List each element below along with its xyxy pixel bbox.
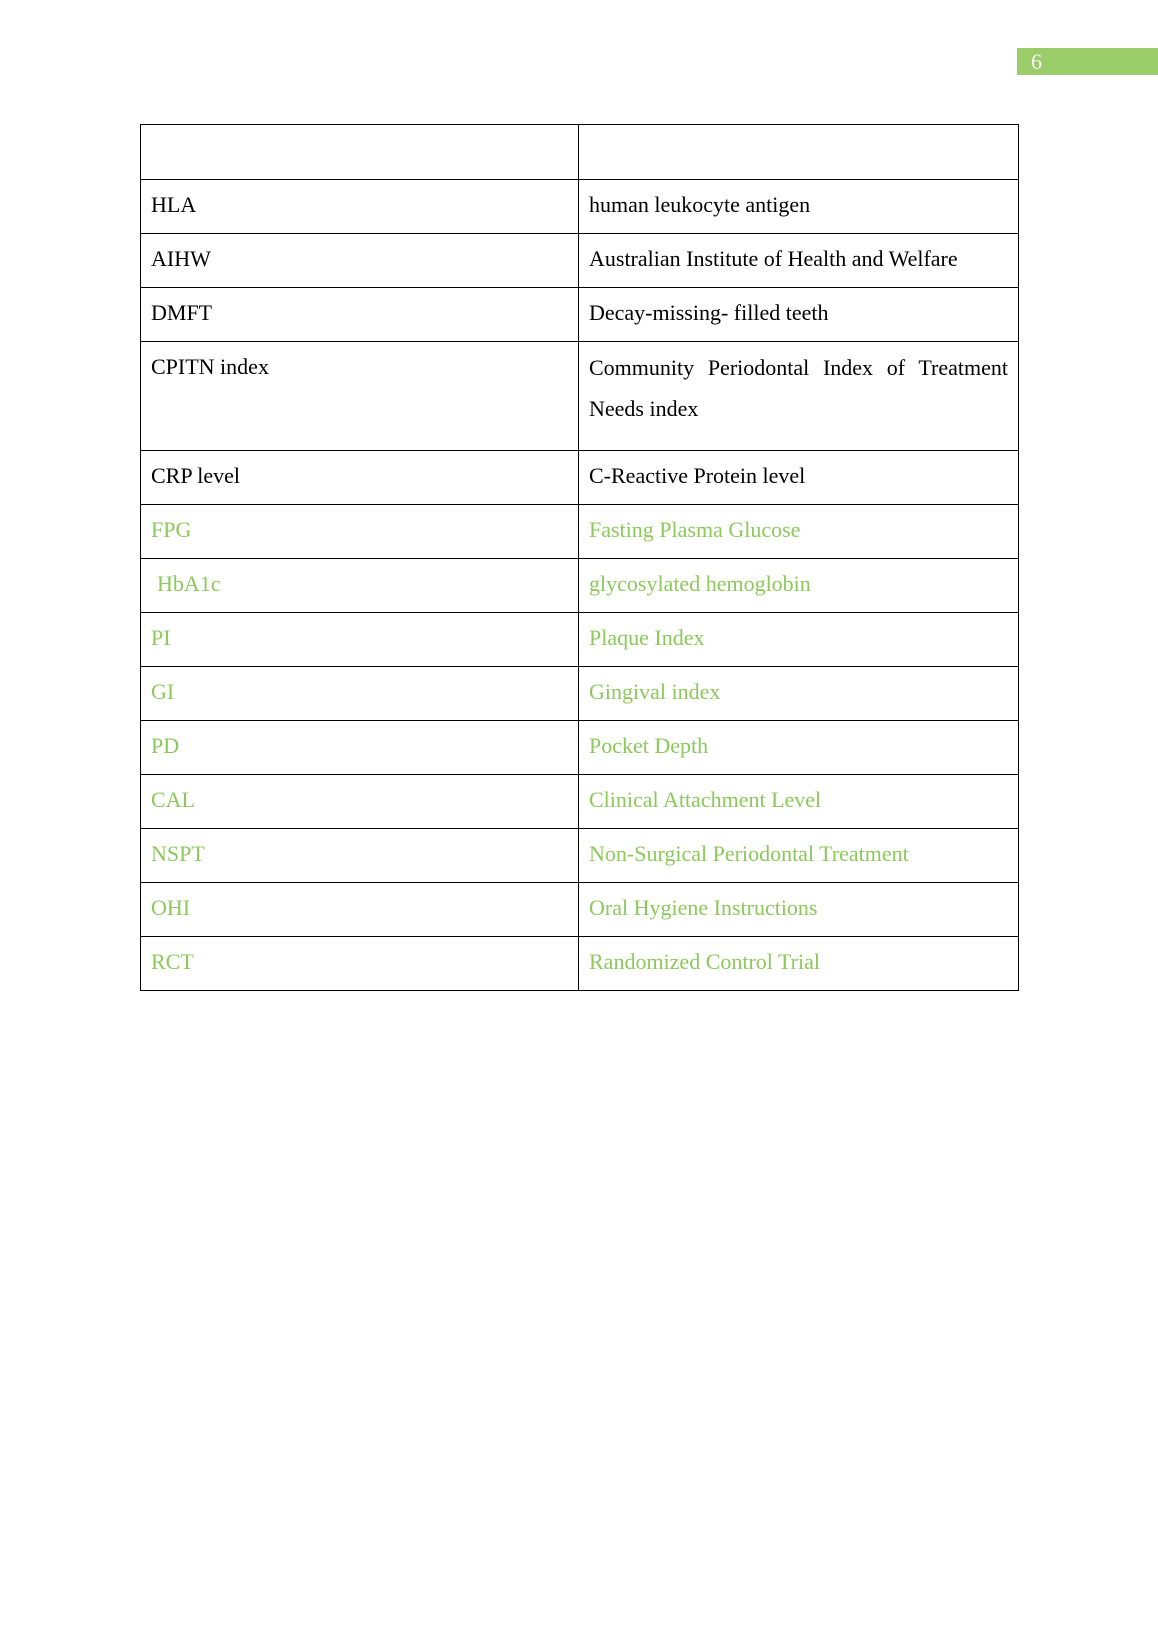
- table-row: [141, 721, 1019, 775]
- definition-cell: Non-Surgical Periodontal Treatment: [579, 829, 1019, 883]
- table-row: [141, 775, 1019, 829]
- abbreviation-cell: CAL: [141, 775, 579, 829]
- table-row: [141, 451, 1019, 505]
- table-row: [141, 234, 1019, 288]
- table-row: [141, 559, 1019, 613]
- definition-cell: Plaque Index: [579, 613, 1019, 667]
- definition-cell: glycosylated hemoglobin: [579, 559, 1019, 613]
- definition-cell: human leukocyte antigen: [579, 180, 1019, 234]
- table-row: [141, 505, 1019, 559]
- definition-cell: Decay-missing- filled teeth: [579, 288, 1019, 342]
- abbreviation-cell: CRP level: [141, 451, 579, 505]
- table-row: [141, 667, 1019, 721]
- table-row: [141, 125, 1019, 180]
- abbreviations-table: [140, 124, 1019, 991]
- page-number-bar: [1017, 48, 1158, 75]
- definition-cell: Gingival index: [579, 667, 1019, 721]
- table-row: [141, 288, 1019, 342]
- abbreviation-cell: AIHW: [141, 234, 579, 288]
- table-row: [141, 883, 1019, 937]
- abbreviation-cell: NSPT: [141, 829, 579, 883]
- table-row: [141, 342, 1019, 451]
- table-row: [141, 613, 1019, 667]
- abbreviation-cell: [141, 559, 579, 613]
- table-row: [141, 937, 1019, 991]
- definition-cell: Pocket Depth: [579, 721, 1019, 775]
- abbreviation-text: HbA1c: [157, 571, 221, 596]
- table-row: [141, 180, 1019, 234]
- abbreviation-cell: FPG: [141, 505, 579, 559]
- definition-cell: Clinical Attachment Level: [579, 775, 1019, 829]
- abbreviation-cell: PI: [141, 613, 579, 667]
- page-number: 6: [1031, 49, 1042, 74]
- definition-cell: Australian Institute of Health and Welfare: [579, 234, 1019, 288]
- definition-cell: [579, 125, 1019, 180]
- definition-cell: Community Periodontal Index of Treatment Needs index: [579, 342, 1019, 451]
- abbreviation-cell: OHI: [141, 883, 579, 937]
- abbreviation-cell: DMFT: [141, 288, 579, 342]
- abbreviation-cell: HLA: [141, 180, 579, 234]
- definition-cell: Fasting Plasma Glucose: [579, 505, 1019, 559]
- abbreviation-cell: RCT: [141, 937, 579, 991]
- definition-cell: Oral Hygiene Instructions: [579, 883, 1019, 937]
- table-row: [141, 829, 1019, 883]
- definition-cell: C-Reactive Protein level: [579, 451, 1019, 505]
- abbreviation-cell: GI: [141, 667, 579, 721]
- abbreviation-cell: PD: [141, 721, 579, 775]
- abbreviation-cell: [141, 125, 579, 180]
- abbreviation-cell: CPITN index: [141, 342, 579, 451]
- definition-cell: Randomized Control Trial: [579, 937, 1019, 991]
